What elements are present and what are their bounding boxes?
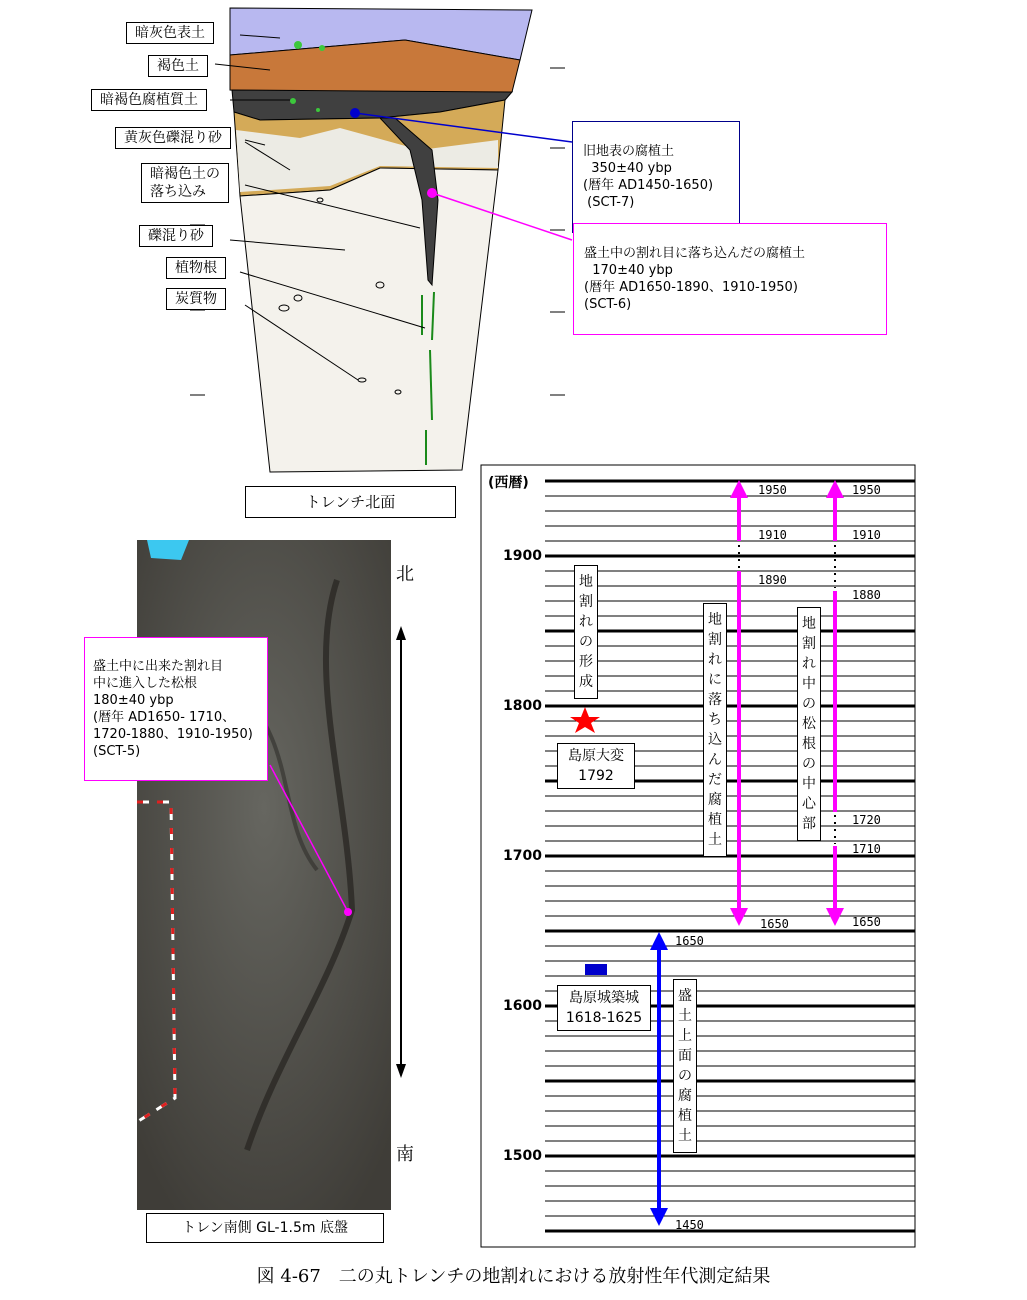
event-shimabara-taihen <box>557 743 635 789</box>
year-label-1900: 1900 <box>503 548 542 564</box>
tick-1720-col2: 1720 <box>852 813 881 827</box>
figure-caption: 図 4-67 二の丸トレンチの地割れにおける放射性年代測定結果 <box>256 1266 771 1287</box>
callout-line: (暦年 AD1450-1650) <box>583 178 714 193</box>
tick-1710-col2: 1710 <box>852 842 881 856</box>
label-gravel-sand: 礫混り砂 <box>139 225 213 247</box>
event-castle <box>557 985 651 1031</box>
label-plant-roots: 植物根 <box>166 257 226 279</box>
tick-1450-blue: 1450 <box>675 1218 704 1232</box>
callout-line: (暦年 AD1650- 1710、 <box>93 710 236 725</box>
year-label-1500: 1500 <box>503 1148 542 1164</box>
label-line: 落ち込み <box>150 184 206 200</box>
callout-line: 350±40 ybp <box>583 161 672 176</box>
event-years: 1618-1625 <box>565 1010 643 1026</box>
caption-trench-north: トレンチ北面 <box>245 486 456 518</box>
callout-line: 旧地表の腐植土 <box>583 144 675 159</box>
timeline-header: (西暦) <box>488 475 529 491</box>
callout-line: 170±40 ybp <box>584 263 673 278</box>
tick-1950-col2: 1950 <box>852 483 881 497</box>
tick-1650-blue: 1650 <box>675 934 704 948</box>
label-carbonaceous: 炭質物 <box>166 288 226 310</box>
callout-line: (暦年 AD1650-1890、1910-1950) <box>584 280 798 295</box>
year-label-1600: 1600 <box>503 998 542 1014</box>
label-brown-soil: 褐色土 <box>148 55 208 77</box>
tick-1950-col1: 1950 <box>758 483 787 497</box>
callout-line: 1720-1880、1910-1950) <box>93 727 253 742</box>
label-line: 暗褐色土の <box>150 166 220 182</box>
label-pine-root: 地 割 れ 中 の 松 根 の 中 心 部 <box>797 607 821 841</box>
label-dark-brown-humus: 暗褐色腐植質土 <box>91 89 207 111</box>
callout-line: 180±40 ybp <box>93 693 174 708</box>
event-name: 島原大変 <box>568 748 624 764</box>
callout-line: 中に進入した松根 <box>93 676 198 691</box>
callout-line: (SCT-6) <box>584 297 632 312</box>
north-label: 北 <box>396 564 414 585</box>
tick-1650-col1: 1650 <box>760 917 789 931</box>
tick-1880-col2: 1880 <box>852 588 881 602</box>
callout-line: 盛土中に出来た割れ目 <box>93 659 224 674</box>
event-year: 1792 <box>578 768 614 784</box>
callout-line: (SCT-7) <box>583 195 635 210</box>
label-fill-surface: 盛 土 上 面 の 腐 植 土 <box>673 979 697 1153</box>
tick-1890-col1: 1890 <box>758 573 787 587</box>
south-label: 南 <box>396 1144 414 1165</box>
label-crack-humus: 地 割 れ に 落 ち 込 ん だ 腐 植 土 <box>703 603 727 857</box>
label-yellow-gray-sand: 黄灰色礫混り砂 <box>115 127 231 149</box>
caption-trench-floor: トレン南側 GL-1.5m 底盤 <box>146 1213 384 1243</box>
year-label-1700: 1700 <box>503 848 542 864</box>
year-label-1800: 1800 <box>503 698 542 714</box>
event-name: 島原城築城 <box>569 990 639 1006</box>
tick-1910-col2: 1910 <box>852 528 881 542</box>
label-crack-formation: 地 割 れ の 形 成 <box>574 565 598 699</box>
label-dark-gray-topsoil: 暗灰色表土 <box>126 22 214 44</box>
callout-line: 盛土中の割れ目に落ち込んだの腐植土 <box>584 246 806 261</box>
tick-1650-col2: 1650 <box>852 915 881 929</box>
castle-marker <box>585 964 607 975</box>
tick-1910-col1: 1910 <box>758 528 787 542</box>
callout-line: (SCT-5) <box>93 744 141 759</box>
